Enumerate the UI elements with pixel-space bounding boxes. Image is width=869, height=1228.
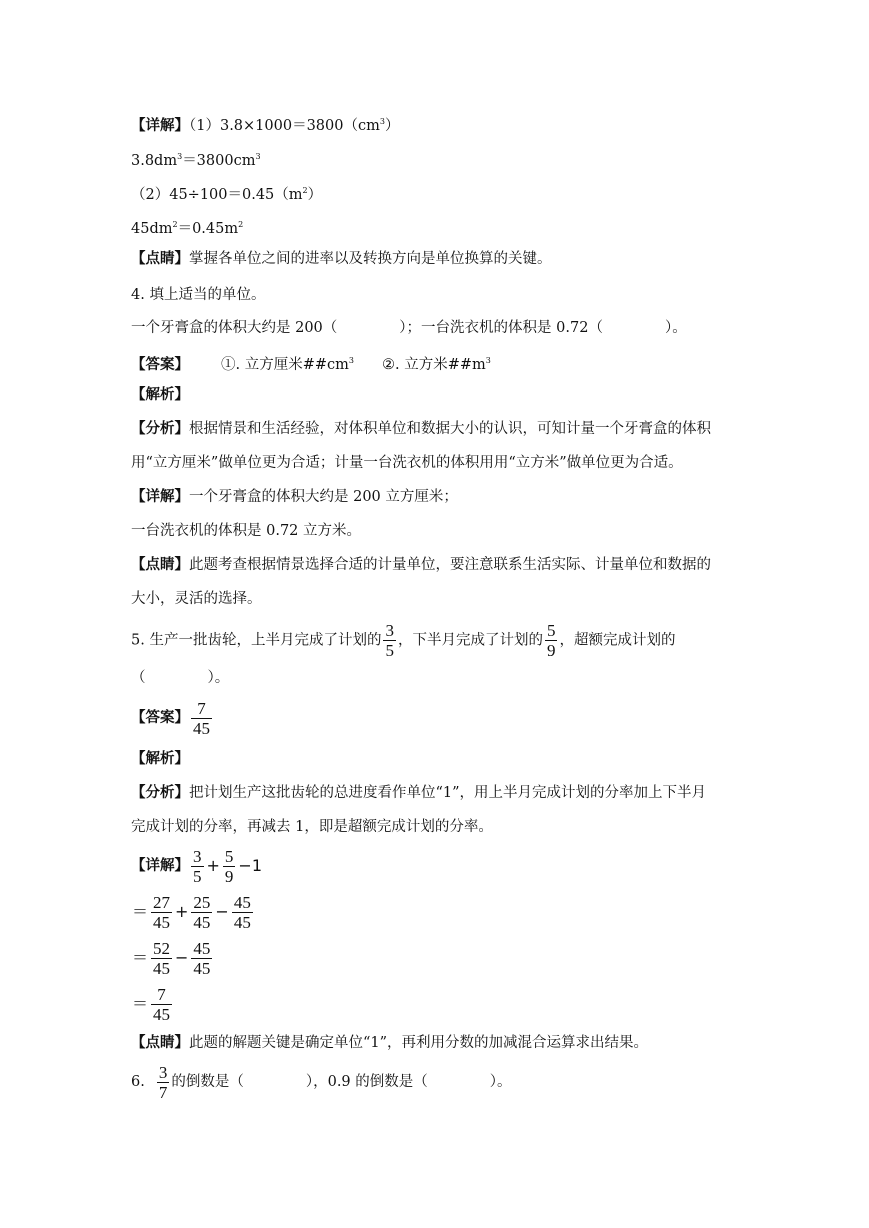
answer-tag: 【答案】: [131, 709, 189, 726]
question-text: ，下半月完成了计划的: [397, 632, 543, 649]
point-text: 此题考查根据情景选择合适的计量单位，要注意联系生活实际、计量单位和数据的: [189, 557, 711, 573]
q3-detail-line-2: [131, 147, 261, 171]
q6-question: [131, 1062, 512, 1102]
point-text: 掌握各单位之间的进率以及转换方向是单位换算的关键。: [189, 251, 552, 267]
answer-2: ②. 立方米##m: [381, 357, 486, 373]
numerator: 45: [193, 938, 211, 958]
point-tag: 【点睛】: [131, 556, 189, 573]
answer-fraction: [191, 699, 212, 738]
q5-title: [131, 621, 675, 660]
analysis-text: 根据情景和生活经验，对体积单位和数据大小的认识，可知计量一个牙膏盒的体积: [189, 421, 711, 437]
fraction: [383, 621, 396, 660]
q4-question: [131, 318, 687, 338]
question-text: ）。: [664, 320, 687, 336]
q5-analysis-tag: 【解析】: [131, 750, 189, 767]
exponent: 3: [255, 152, 261, 161]
answer-tag: 【答案】: [131, 356, 189, 373]
analysis-label: 【分析】: [131, 784, 189, 801]
exponent: 2: [302, 186, 308, 195]
q5-blank: [131, 668, 229, 688]
q3-point: [131, 249, 552, 269]
point-tag: 【点睛】: [131, 250, 189, 267]
q4-detail-line-1: [131, 487, 458, 507]
point-text: 此题的解题关键是确定单位“1”，再利用分数的加减混合运算求出结果。: [189, 1035, 649, 1051]
numerator: 3: [193, 846, 202, 866]
equals: ＝: [132, 948, 149, 967]
operator: −: [175, 948, 189, 967]
numerator: 5: [546, 621, 556, 640]
question-number: 6.: [131, 1074, 145, 1090]
exponent: 3: [485, 356, 491, 365]
q4-point-line-1: [131, 555, 711, 575]
numerator: 7: [197, 698, 206, 718]
exponent: 3: [348, 356, 354, 365]
equals: ＝: [132, 994, 149, 1013]
q5-step-2: [131, 892, 255, 932]
operator: −: [215, 902, 229, 921]
detail-text: 45dm: [131, 221, 173, 237]
numerator: 3: [385, 621, 394, 640]
exponent: 2: [238, 220, 244, 229]
numerator: 27: [153, 892, 171, 912]
q4-analysis-line-2: 用“立方厘米”做单位更为合适；计量一台洗衣机的体积用用“立方米”做单位更为合适。: [131, 455, 683, 471]
q4-detail-line-2: 一台洗衣机的体积是 0.72 立方米。: [131, 523, 362, 539]
numerator: 25: [193, 892, 211, 912]
operator: +: [206, 856, 220, 875]
q3-detail-line-1: [131, 112, 399, 136]
detail-tag: 【详解】: [131, 857, 189, 874]
detail-text: ＝3800cm: [182, 153, 256, 169]
detail-tag: 【详解】: [131, 117, 189, 134]
fraction: [151, 893, 172, 932]
q4-analysis-tag: 【解析】: [131, 386, 189, 403]
question-text: ）。: [207, 670, 230, 686]
fraction: [191, 847, 204, 886]
question-text: 一个牙膏盒的体积大约是 200（: [131, 320, 338, 336]
q4-answer: [131, 351, 491, 375]
answer-1: ①. 立方厘米##cm: [221, 357, 349, 373]
numerator: 5: [224, 846, 234, 866]
fraction: [151, 985, 172, 1024]
point-tag: 【点睛】: [131, 1034, 189, 1051]
q4-title: 4. 填上适当的单位。: [131, 287, 266, 303]
exponent: 3: [177, 152, 183, 161]
question-text: 5. 生产一批齿轮，上半月完成了计划的: [131, 632, 382, 649]
detail-text: 3.8dm: [131, 153, 178, 169]
fraction: [545, 621, 558, 660]
detail-text: ）: [384, 118, 400, 134]
operator: −1: [238, 856, 262, 875]
fraction: [232, 893, 253, 932]
denominator: 9: [224, 866, 234, 886]
detail-text: （2）45÷100＝0.45（m: [131, 187, 303, 203]
fraction: [223, 847, 236, 886]
q5-point: [131, 1033, 648, 1053]
question-text: （: [131, 670, 146, 686]
question-text: ）；一台洗衣机的体积是 0.72（: [399, 320, 603, 336]
q3-detail-line-4: [131, 215, 243, 239]
q5-answer: [131, 698, 214, 738]
exponent: 2: [172, 220, 178, 229]
denominator: 45: [193, 958, 211, 978]
denominator: 45: [153, 1004, 171, 1024]
analysis-text: 把计划生产这批齿轮的总进度看作单位“1”，用上半月完成计划的分率加上下半月: [189, 785, 707, 801]
detail-text: 一个牙膏盒的体积大约是 200 立方厘米；: [189, 489, 458, 505]
denominator: 45: [193, 912, 211, 932]
numerator: 52: [153, 938, 171, 958]
analysis-label: 【分析】: [131, 420, 189, 437]
denominator: 45: [233, 912, 251, 932]
fraction: [157, 1063, 170, 1102]
q3-detail-line-3: [131, 181, 322, 205]
detail-tag: 【详解】: [131, 488, 189, 505]
denominator: 9: [546, 641, 556, 660]
question-text: ），0.9 的倒数是（: [305, 1074, 428, 1090]
question-text: 的倒数是（: [171, 1074, 244, 1090]
denominator: 45: [193, 718, 210, 738]
detail-text: （1）3.8×1000＝3800（cm: [189, 118, 380, 134]
fraction: [191, 893, 212, 932]
q4-point-line-2: 大小，灵活的选择。: [131, 591, 262, 607]
question-text: ，超额完成计划的: [559, 632, 676, 649]
detail-text: ＝0.45m: [177, 221, 239, 237]
denominator: 45: [153, 912, 171, 932]
numerator: 3: [158, 1062, 168, 1082]
q5-step-1: [131, 846, 263, 886]
q5-step-3: [131, 938, 214, 978]
equals: ＝: [132, 902, 149, 921]
fraction: [151, 939, 172, 978]
numerator: 45: [233, 892, 251, 912]
denominator: 5: [193, 866, 202, 886]
denominator: 7: [158, 1082, 168, 1102]
q5-analysis-line-1: [131, 783, 706, 803]
q5-step-4: [131, 984, 174, 1024]
q5-analysis-line-2: 完成计划的分率，再减去 1，即是超额完成计划的分率。: [131, 819, 493, 835]
denominator: 45: [153, 958, 171, 978]
detail-text: ）: [307, 187, 323, 203]
q4-analysis-line-1: [131, 419, 711, 439]
operator: +: [175, 902, 189, 921]
denominator: 5: [385, 641, 394, 660]
exponent: 3: [379, 117, 385, 126]
question-text: ）。: [489, 1074, 512, 1090]
numerator: 7: [157, 984, 166, 1004]
fraction: [191, 939, 212, 978]
